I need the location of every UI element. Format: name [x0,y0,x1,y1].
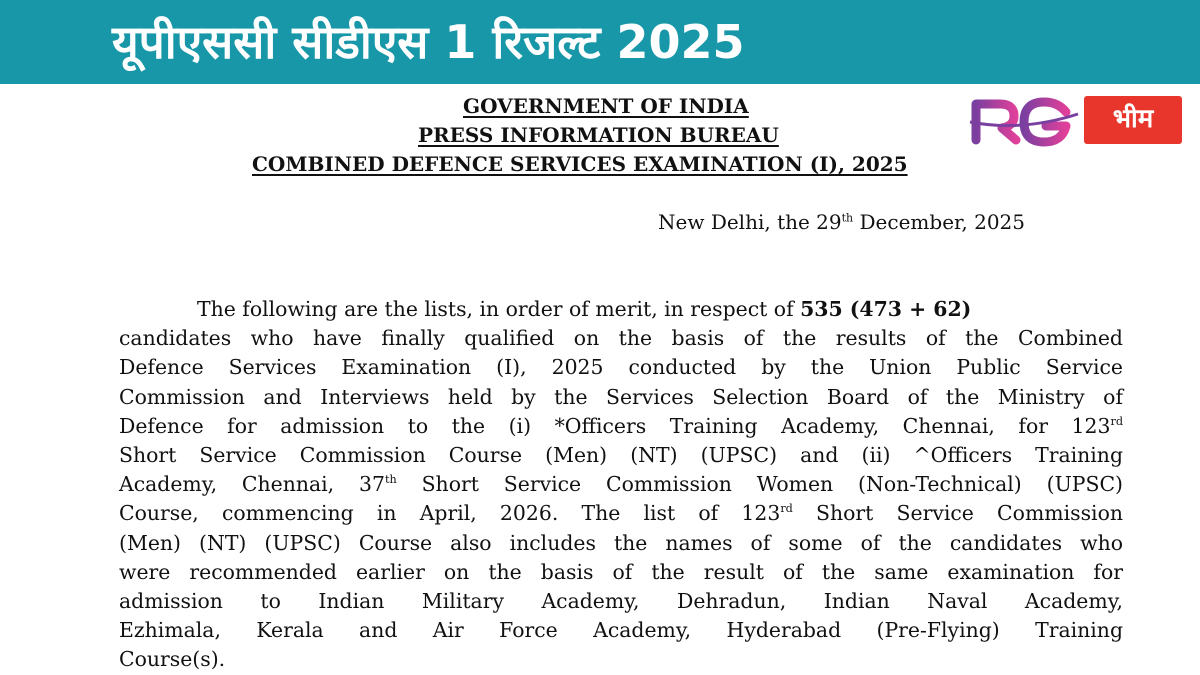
logo-badge: भीम [1084,96,1182,144]
title-banner [0,0,1200,84]
paragraph-line: The following are the lists, in order of merit, in respect of 535 (473 + 62) [197,297,972,321]
paragraph-line: Ezhimala, Kerala and Air Force Academy, Hyderabad (Pre-Flying) Training [119,618,1123,643]
site-logo[interactable] [966,92,1184,158]
ro-logo-icon [966,92,1082,158]
notice-paragraph [119,295,1123,674]
paragraph-line: Short Service Commission Course (Men) (NT) (UPSC) and (ii) ^Officers Training [119,442,1123,467]
date-prefix: New Delhi, the 29 [658,210,842,234]
paragraph-line: Course(s). [119,647,226,672]
paragraph-line: Defence Services Examination (I), 2025 conducted by the Union Public Service [119,355,1123,380]
paragraph-line: Course, commencing in April, 2026. The list of 123rd Short Service Commission [119,501,1123,526]
header-line-bureau: PRESS INFORMATION BUREAU [418,123,779,147]
paragraph-line: candidates who have finally qualified on the basis of the results of the Combined [119,326,1123,351]
paragraph-line: (Men) (NT) (UPSC) Course also includes the names of some of the candidates who [119,530,1123,555]
date-suffix-sup: th [841,211,854,225]
paragraph-line: Defence for admission to the (i) *Officers Training Academy, Chennai, for 123rd [119,413,1123,438]
paragraph-line: were recommended earlier on the basis of the result of the same examination for [119,559,1123,584]
banner-title: यूपीएससी सीडीएस 1 रिजल्ट 2025 [112,15,745,69]
candidate-count: 535 (473 + 62) [800,297,972,321]
header-line-exam: COMBINED DEFENCE SERVICES EXAMINATION (I), 2025 [252,152,908,176]
paragraph-line: Commission and Interviews held by the Services Selection Board of the Ministry of [119,384,1123,409]
paragraph-line: Academy, Chennai, 37th Short Service Commission Women (Non-Technical) (UPSC) [119,472,1124,497]
paragraph-line: admission to Indian Military Academy, Dehradun, Indian Naval Academy, [119,588,1123,613]
header-line-government: GOVERNMENT OF INDIA [463,94,749,118]
date-line [658,207,1025,237]
date-rest: December, 2025 [853,210,1026,234]
